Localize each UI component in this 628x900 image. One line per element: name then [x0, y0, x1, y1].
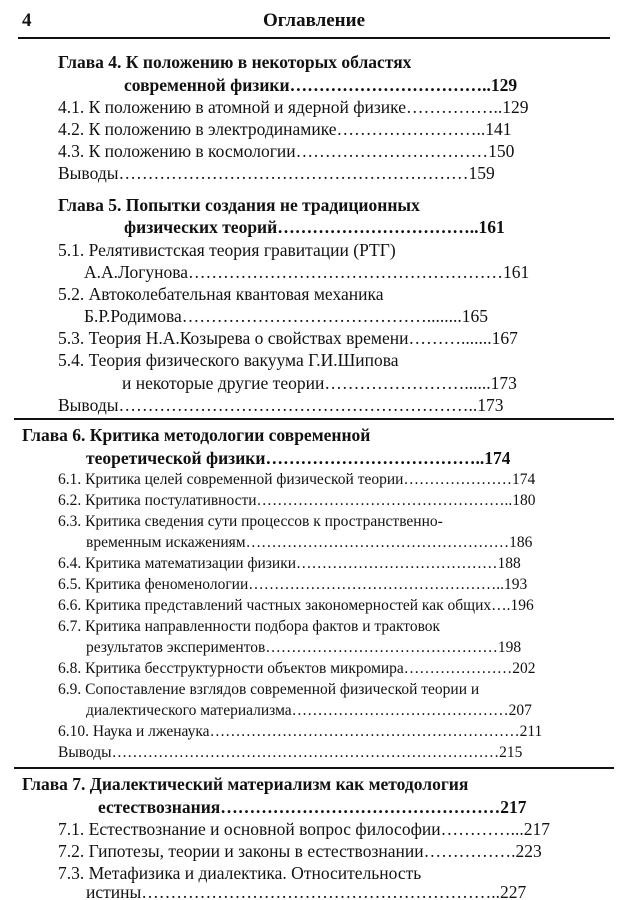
toc-entry-6-7[interactable]: 6.7. Критика направленности подбора фактов и трактовок [58, 618, 441, 635]
toc-entry-4-3[interactable]: 4.3. К положению в космологии……………………………150 [58, 141, 515, 161]
chapter-7-title-cont[interactable]: естествознания…………………………………………217 [98, 797, 527, 817]
toc-entry-6-9[interactable]: 6.9. Сопоставление взглядов современной физической теории и [58, 681, 480, 698]
toc-entry-6-8[interactable]: 6.8. Критика бесструктурности объектов микромира…………………202 [58, 660, 536, 677]
chapter-4-title-cont[interactable]: современной физики……………………………..129 [124, 75, 518, 95]
chapter-5-title[interactable]: Глава 5. Попытки создания не традиционных [58, 195, 420, 215]
toc-entry-5-2-cont[interactable]: Б.Р.Родимова……………………………………........165 [84, 306, 489, 326]
toc-entry-5-1-cont[interactable]: А.А.Логунова………………………………………………161 [84, 262, 530, 282]
toc-entry-6-3[interactable]: 6.3. Критика сведения сути процессов к пространственно- [58, 513, 443, 530]
section-divider [14, 767, 614, 769]
toc-entry-6-6[interactable]: 6.6. Критика представлений частных закономерностей как общих….196 [58, 597, 534, 614]
chapter-6-title[interactable]: Глава 6. Критика методологии современной [22, 425, 371, 445]
toc-entry-4-summary[interactable]: Выводы……………………………………………………159 [58, 163, 495, 183]
chapter-4-title[interactable]: Глава 4. К положению в некоторых областях [58, 52, 412, 72]
toc-entry-7-1[interactable]: 7.1. Естествознание и основной вопрос философии…………...217 [58, 819, 551, 839]
toc-entry-6-1[interactable]: 6.1. Критика целей современной физической теории…………………174 [58, 471, 536, 488]
toc-entry-6-7-cont[interactable]: результатов экспериментов………………………………………198 [86, 639, 522, 656]
toc-entry-6-4[interactable]: 6.4. Критика математизации физики…………………………………188 [58, 555, 521, 572]
toc-entry-4-1[interactable]: 4.1. К положению в атомной и ядерной физике……………..129 [58, 97, 529, 117]
toc-entry-6-3-cont[interactable]: временным искажениям……………………………………………186 [86, 534, 533, 551]
toc-entry-5-4-cont[interactable]: и некоторые другие теории……………………......173 [122, 373, 517, 393]
page-title: Оглавление [262, 10, 366, 31]
toc-entry-7-3-cont[interactable]: истины……………………………………………………..227 [86, 884, 527, 900]
toc-entry-5-4[interactable]: 5.4. Теория физического вакуума Г.И.Шипова [58, 350, 399, 370]
section-divider [14, 418, 614, 420]
toc-entry-5-summary[interactable]: Выводы……………………………………………………..173 [58, 395, 504, 415]
toc-entry-7-2[interactable]: 7.2. Гипотезы, теории и законы в естествознании…………….223 [58, 841, 542, 861]
toc-entry-5-2[interactable]: 5.2. Автоколебательная квантовая механика [58, 284, 384, 304]
chapter-6-title-cont[interactable]: теоретической физики………………………………..174 [86, 448, 511, 468]
toc-entry-6-9-cont[interactable]: диалектического материализма……………………………………207 [86, 702, 532, 719]
toc-entry-4-2[interactable]: 4.2. К положению в электродинамике……………………..141 [58, 119, 512, 139]
toc-entry-5-3[interactable]: 5.3. Теория Н.А.Козырева о свойствах времени……….......167 [58, 328, 518, 348]
toc-entry-6-summary[interactable]: Выводы…………………………………………………………………215 [58, 744, 523, 761]
toc-entry-6-2[interactable]: 6.2. Критика постулативности…………………………………………..180 [58, 492, 536, 509]
toc-entry-6-5[interactable]: 6.5. Критика феноменологии…………………………………………..193 [58, 576, 528, 593]
page-number: 4 [22, 10, 32, 31]
page-header [0, 0, 628, 38]
header-rule [18, 37, 610, 39]
toc-entry-7-3[interactable]: 7.3. Метафизика и диалектика. Относительность [58, 863, 422, 883]
chapter-7-title[interactable]: Глава 7. Диалектический материализм как методология [22, 774, 469, 794]
toc-entry-5-1[interactable]: 5.1. Релятивистская теория гравитации (РТГ) [58, 240, 396, 260]
toc-entry-6-10[interactable]: 6.10. Наука и лженаука……………………………………………………211 [58, 723, 543, 740]
chapter-5-title-cont[interactable]: физических теорий……………………………..161 [124, 217, 505, 237]
